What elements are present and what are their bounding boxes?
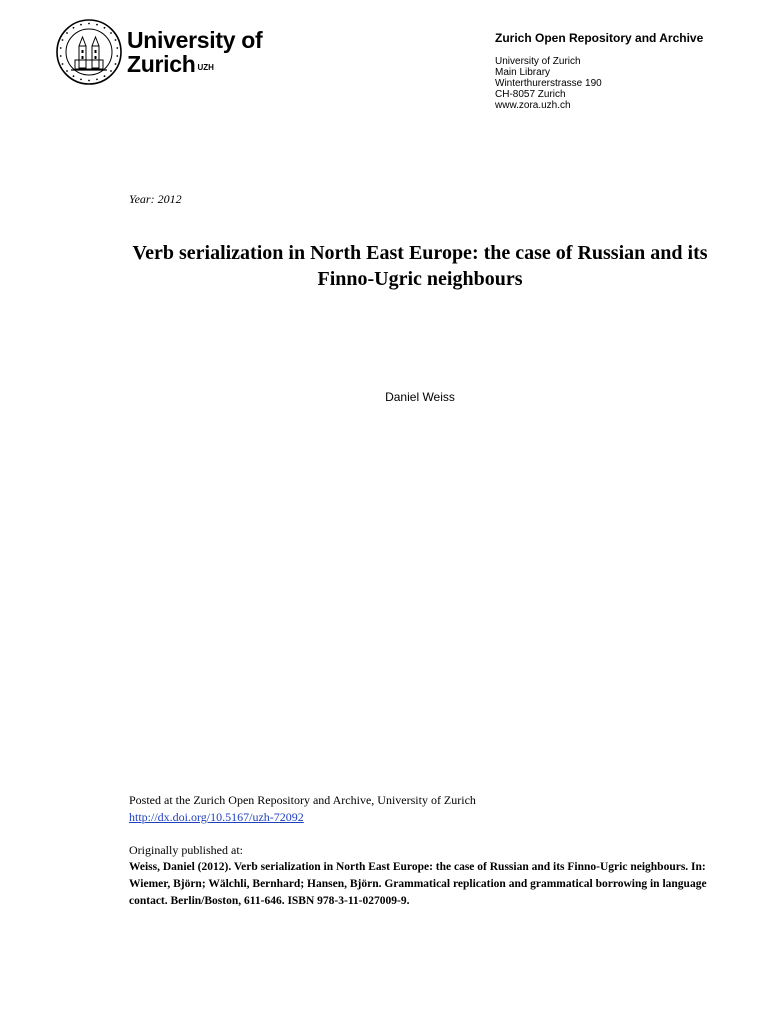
citation-text: Weiss, Daniel (2012). Verb serialization in North East Europe: the case of Russian and its Finno-Ugric neighbours. In: Wiemer, Björn; Wälchli, Bernhard; Hansen, Björn. Grammatical replication and grammatical borrowing in language contact. Berlin/Boston, 611-646. ISBN 978-3-11-027009-9. [129, 861, 707, 907]
address-line: University of Zurich [495, 56, 581, 67]
repository-website: www.zora.uzh.ch [495, 100, 571, 111]
university-logo [55, 18, 263, 90]
doi-link[interactable]: http://dx.doi.org/10.5167/uzh-72092 [129, 810, 304, 824]
address-line: CH-8057 Zurich [495, 89, 566, 100]
university-seal-icon [55, 18, 123, 86]
university-wordmark [127, 28, 262, 76]
published-section [129, 842, 734, 910]
repository-address [495, 56, 735, 111]
repository-name: Zurich Open Repository and Archive [495, 31, 704, 45]
wordmark-superscript: UZH [197, 63, 214, 72]
wordmark-line-1: University of [127, 27, 263, 53]
posted-section [129, 792, 729, 826]
posted-text: Posted at the Zurich Open Repository and Archive, University of Zurich [129, 793, 476, 807]
published-label: Originally published at: [129, 843, 243, 857]
publication-year: Year: 2012 [129, 192, 182, 206]
wordmark-line-2: Zurich [127, 51, 196, 77]
author-name: Daniel Weiss [385, 390, 455, 404]
paper-title: Verb serialization in North East Europe: the case of Russian and its Finno-Ugric neighbours [132, 242, 708, 290]
address-line: Winterthurerstrasse 190 [495, 78, 602, 89]
repository-info [495, 31, 735, 111]
address-line: Main Library [495, 67, 551, 78]
